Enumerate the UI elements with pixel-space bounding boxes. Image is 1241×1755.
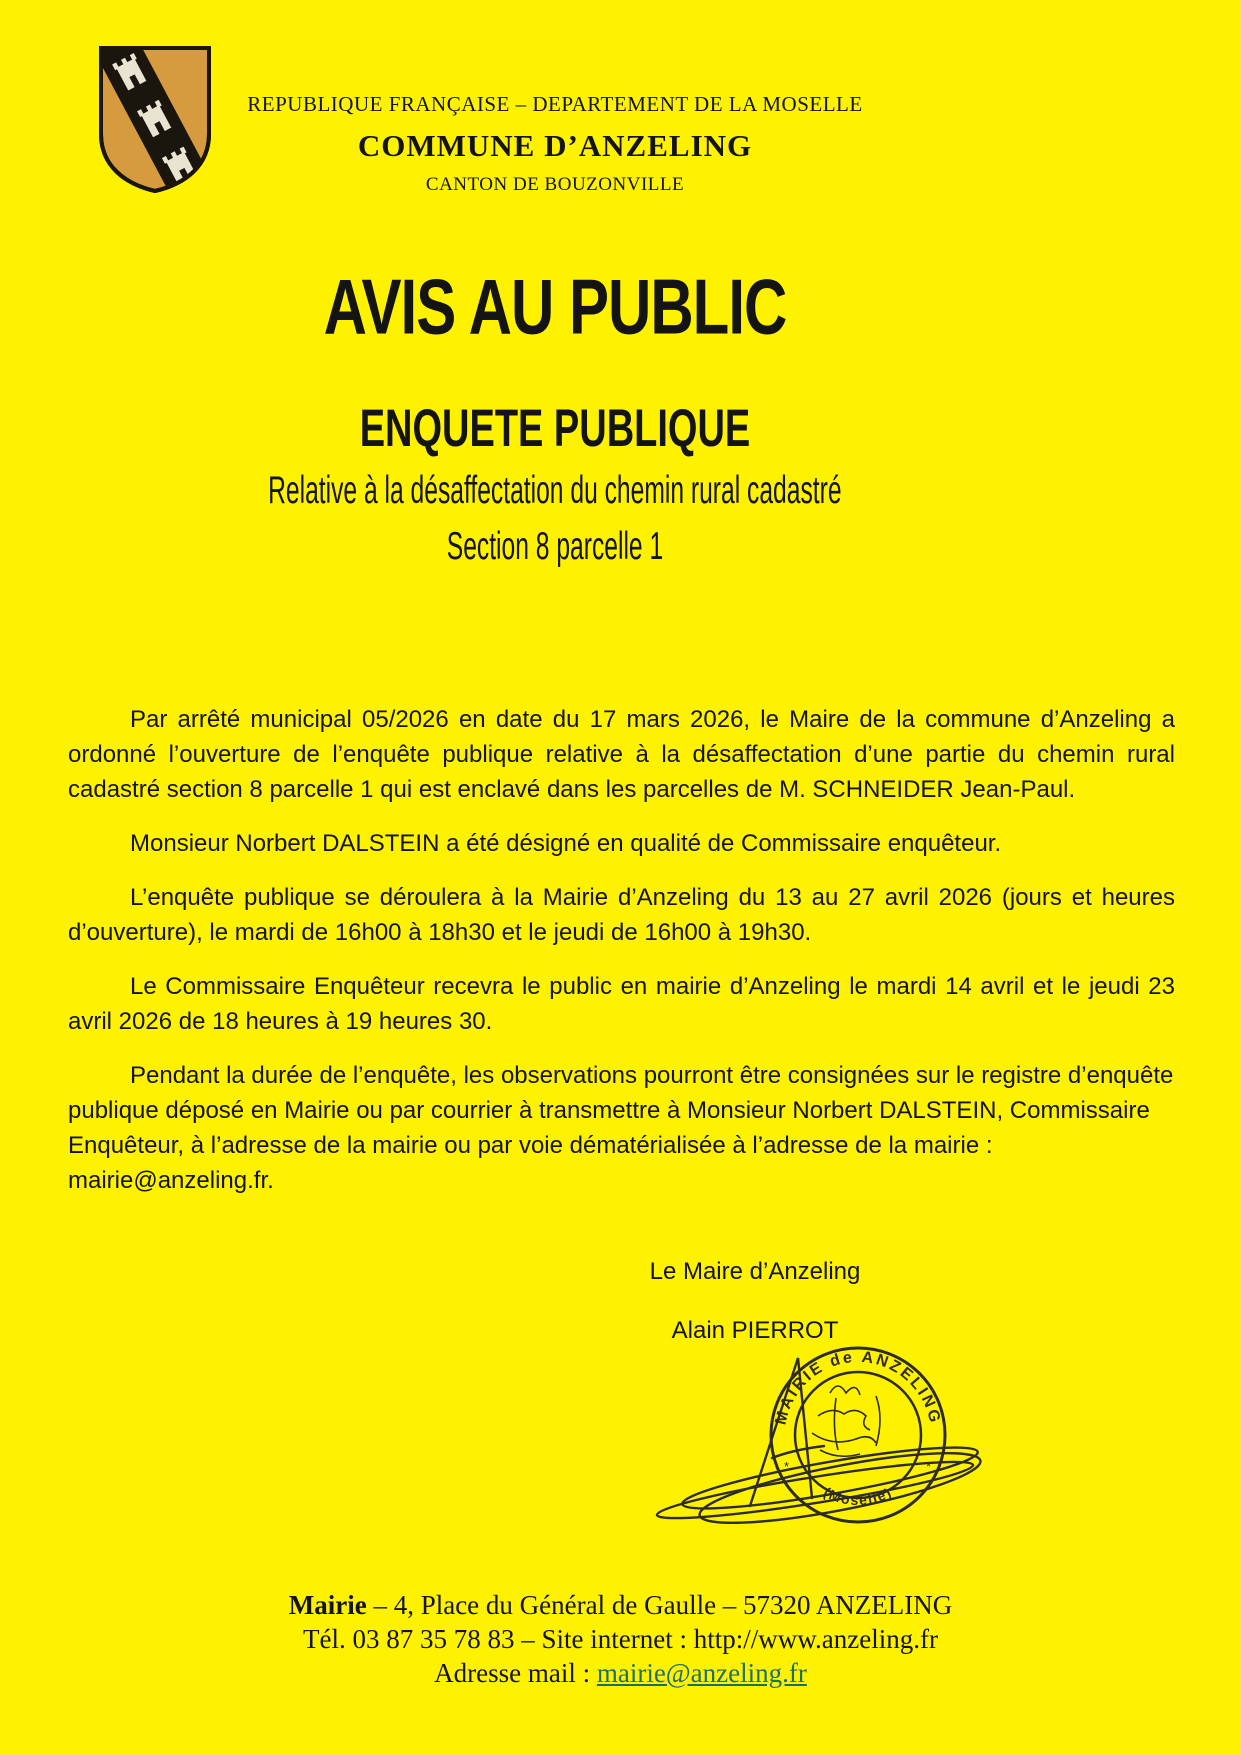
footer-email-label: Adresse mail : <box>434 1658 597 1688</box>
subject-line-2 <box>0 524 1110 568</box>
stamp-top-text: MAIRIE de ANZELING <box>772 1348 944 1427</box>
enquete-subtitle <box>0 400 1110 459</box>
subject-line-2-text: Section 8 parcelle 1 <box>446 524 664 568</box>
stamp-bottom-text: (Moselle) <box>821 1483 895 1509</box>
header-republique-line: REPUBLIQUE FRANÇAISE – DEPARTEMENT DE LA MOSELLE <box>247 92 863 116</box>
subject-line-1 <box>0 468 1110 512</box>
body-paragraph-4: Le Commissaire Enquêteur recevra le public en mairie d’Anzeling le mardi 14 avril et le jeudi 23 avril 2026 de 18 heures à 19 heures 30. <box>68 973 1175 1035</box>
enquete-subtitle-text: ENQUETE PUBLIQUE <box>359 400 751 459</box>
signature-block <box>200 1258 1241 1345</box>
footer-block <box>0 1588 1241 1690</box>
footer-address-line <box>0 1588 1241 1622</box>
signature-role-line: Le Maire d’Anzeling <box>649 1258 861 1285</box>
stamp-left-star-icon: * <box>784 1459 790 1474</box>
notice-body <box>68 702 1175 1217</box>
email-link[interactable]: mairie@anzeling.fr <box>596 1658 807 1688</box>
subject-line-1-text: Relative à la désaffectation du chemin rural cadastré <box>268 468 842 512</box>
stamp-right-star-icon: * <box>926 1459 932 1474</box>
notice-title <box>0 262 1110 351</box>
footer-contact-line: Tél. 03 87 35 78 83 – Site internet : http://www.anzeling.fr <box>303 1624 938 1654</box>
signature-name-line: Alain PIERROT <box>671 1317 839 1344</box>
mairie-stamp <box>640 1338 1040 1548</box>
body-paragraph-1: Par arrêté municipal 05/2026 en date du 17 mars 2026, le Maire de la commune d’Anzeling a ordonné l’ouverture de l’enquête publique relative à la désaffectation d’une partie du chemin rural cadastré section 8 parcelle 1 qui est enclavé dans les parcelles de M. SCHNEIDER Jean-Paul. <box>68 706 1175 803</box>
body-paragraph-5: Pendant la durée de l’enquête, les observations pourront être consignées sur le registre d’enquête publique déposé en Mairie ou par courrier à transmettre à Monsieur Norbert DALSTEIN, Commissaire Enquêteur, à l’adresse de la mairie ou par voie dématérialisée à l’adresse de la mairie : mairie@anzeling.fr. <box>68 1062 1174 1194</box>
notice-title-text: AVIS AU PUBLIC <box>323 263 787 351</box>
footer-email-line <box>0 1656 1241 1690</box>
body-paragraph-2: Monsieur Norbert DALSTEIN a été désigné en qualité de Commissaire enquêteur. <box>130 830 1002 857</box>
anzeling-coat-of-arms-icon <box>95 44 215 194</box>
body-paragraph-3: L’enquête publique se déroulera à la Mairie d’Anzeling du 13 au 27 avril 2026 (jours et heures d’ouverture), le mardi de 16h00 à 18h30 et le jeudi de 16h00 à 19h30. <box>68 884 1175 946</box>
canton-line: CANTON DE BOUZONVILLE <box>425 174 685 195</box>
commune-title: COMMUNE D’ANZELING <box>357 128 753 163</box>
footer-address-text: – 4, Place du Général de Gaulle – 57320 ANZELING <box>366 1590 953 1620</box>
footer-mairie-label: Mairie <box>288 1590 367 1620</box>
